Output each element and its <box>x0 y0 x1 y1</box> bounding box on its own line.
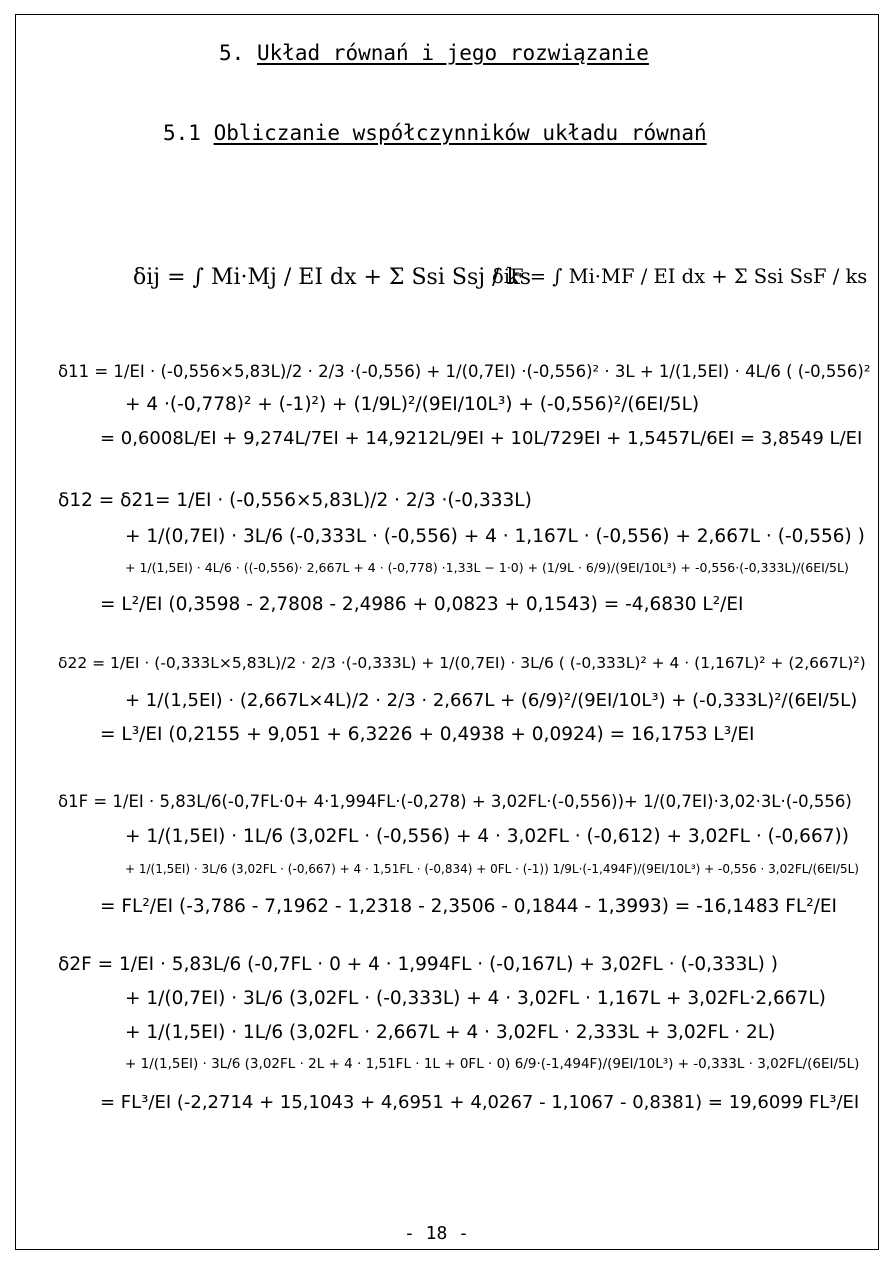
d11-line-1: δ11 = 1/EI · (-0,556×5,83L)/2 · 2/3 ·(-0,556) + 1/(0,7EI) ·(-0,556)² · 3L + 1/(1,5EI) · 4L/6 ( (-0,556)² <box>58 362 871 381</box>
d22-line-1: δ22 = 1/EI · (-0,333L×5,83L)/2 · 2/3 ·(-0,333L) + 1/(0,7EI) · 3L/6 ( (-0,333L)² + 4 · (1,167L)² + (2,667L)²) <box>58 654 866 672</box>
section-heading <box>219 41 649 65</box>
subsection-number: 5.1 <box>163 121 201 145</box>
formula-delta-if: δiF = ∫ Mi·MF / EI dx + Σ Ssi SsF / ks <box>492 265 868 288</box>
d2f-line-4: + 1/(1,5EI) · 3L/6 (3,02FL · 2L + 4 · 1,51FL · 1L + 0FL · 0) 6/9·(-1,494F)/(9EI/10L³) + -0,333L · 3,02FL/(6EI/5L) <box>125 1056 860 1072</box>
d12-line-2: + 1/(0,7EI) · 3L/6 (-0,333L · (-0,556) + 4 · 1,167L · (-0,556) + 2,667L · (-0,556) ) <box>125 526 865 547</box>
d1f-line-4: = FL²/EI (-3,786 - 7,1962 - 1,2318 - 2,3506 - 0,1844 - 1,3993) = -16,1483 FL²/EI <box>100 896 837 917</box>
d2f-line-1: δ2F = 1/EI · 5,83L/6 (-0,7FL · 0 + 4 · 1,994FL · (-0,167L) + 3,02FL · (-0,333L) ) <box>58 954 778 975</box>
d12-line-1: δ12 = δ21= 1/EI · (-0,556×5,83L)/2 · 2/3 ·(-0,333L) <box>58 490 532 511</box>
section-number: 5. <box>219 41 245 65</box>
d12-line-3: + 1/(1,5EI) · 4L/6 · ((-0,556)· 2,667L + 4 · (-0,778) ·1,33L − 1·0) + (1/9L · 6/9)/(9EI/10L³) + -0,556·(-0,333L)/(6EI/5L) <box>125 560 849 575</box>
d1f-line-3: + 1/(1,5EI) · 3L/6 (3,02FL · (-0,667) + 4 · 1,51FL · (-0,834) + 0FL · (-1)) 1/9L·(-1,494F)/(9EI/10L³) + -0,556 · 3,02FL/(6EI/5L) <box>125 862 859 876</box>
d12-line-4: = L²/EI (0,3598 - 2,7808 - 2,4986 + 0,0823 + 0,1543) = -4,6830 L²/EI <box>100 594 744 615</box>
d2f-line-5: = FL³/EI (-2,2714 + 15,1043 + 4,6951 + 4,0267 - 1,1067 - 0,8381) = 19,6099 FL³/EI <box>100 1092 860 1113</box>
d11-line-3: = 0,6008L/EI + 9,274L/7EI + 14,9212L/9EI + 10L/729EI + 1,5457L/6EI = 3,8549 L/EI <box>100 428 863 449</box>
d11-line-2: + 4 ·(-0,778)² + (-1)²) + (1/9L)²/(9EI/10L³) + (-0,556)²/(6EI/5L) <box>125 394 700 415</box>
section-title: Układ równań i jego rozwiązanie <box>256 41 649 65</box>
d2f-line-2: + 1/(0,7EI) · 3L/6 (3,02FL · (-0,333L) + 4 · 3,02FL · 1,167L + 3,02FL·2,667L) <box>125 988 826 1009</box>
d1f-line-1: δ1F = 1/EI · 5,83L/6(-0,7FL·0+ 4·1,994FL·(-0,278) + 3,02FL·(-0,556))+ 1/(0,7EI)·3,02·3L·(-0,556) <box>58 792 852 811</box>
d1f-line-2: + 1/(1,5EI) · 1L/6 (3,02FL · (-0,556) + 4 · 3,02FL · (-0,612) + 3,02FL · (-0,667)) <box>125 826 849 847</box>
subsection-heading <box>163 121 707 145</box>
subsection-title: Obliczanie współczynników układu równań <box>213 121 707 145</box>
formula-delta-ij: δij = ∫ Mi·Mj / EI dx + Σ Ssi Ssj / ks <box>133 265 532 290</box>
d22-line-2: + 1/(1,5EI) · (2,667L×4L)/2 · 2/3 · 2,667L + (6/9)²/(9EI/10L³) + (-0,333L)²/(6EI/5L) <box>125 690 858 711</box>
page-number: - 18 - <box>404 1223 470 1244</box>
d22-line-3: = L³/EI (0,2155 + 9,051 + 6,3226 + 0,4938 + 0,0924) = 16,1753 L³/EI <box>100 724 755 745</box>
d2f-line-3: + 1/(1,5EI) · 1L/6 (3,02FL · 2,667L + 4 · 3,02FL · 2,333L + 3,02FL · 2L) <box>125 1022 776 1043</box>
